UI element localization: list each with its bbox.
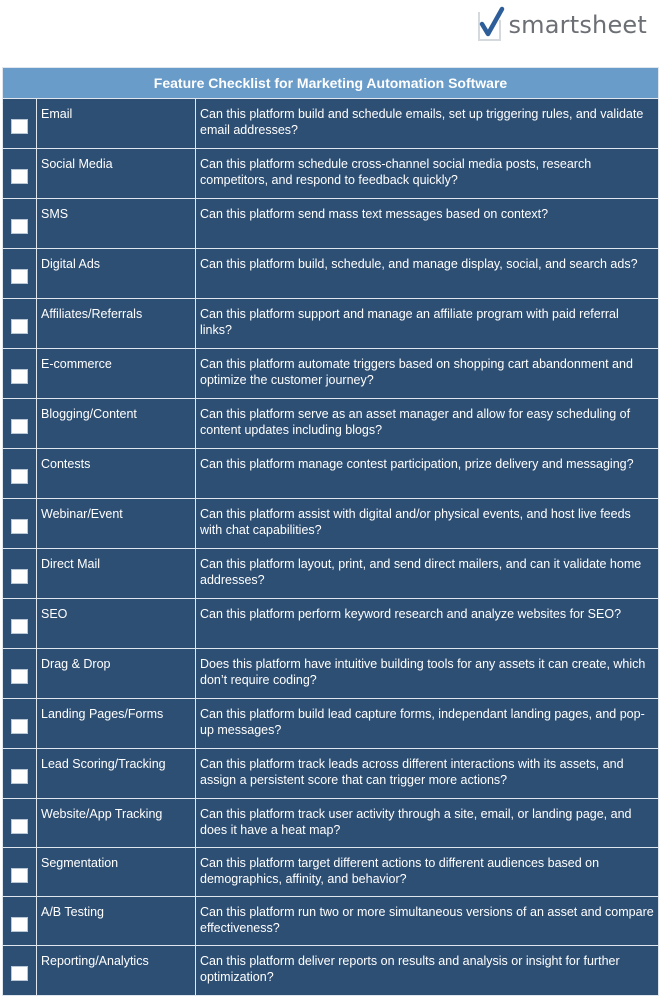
feature-name: SEO: [37, 599, 196, 649]
checklist-row: [3, 599, 659, 649]
checkbox-cell: [3, 749, 37, 799]
checkbox[interactable]: [11, 419, 28, 434]
feature-question: Can this platform build lead capture forms, independant landing pages, and pop-up messages?: [196, 699, 659, 749]
checklist-row: [3, 99, 659, 149]
checkbox-cell: [3, 848, 37, 897]
feature-name: Direct Mail: [37, 549, 196, 599]
checkbox[interactable]: [11, 569, 28, 584]
feature-question: Can this platform support and manage an affiliate program with paid referral links?: [196, 299, 659, 349]
feature-name: Segmentation: [37, 848, 196, 897]
checklist-row: [3, 848, 659, 897]
feature-question: Can this platform serve as an asset manager and allow for easy scheduling of content updates including blogs?: [196, 399, 659, 449]
checkbox[interactable]: [11, 369, 28, 384]
checkbox[interactable]: [11, 868, 28, 883]
feature-name: A/B Testing: [37, 897, 196, 946]
checkbox[interactable]: [11, 819, 28, 834]
checklist-title: Feature Checklist for Marketing Automation Software: [3, 68, 659, 99]
logo-text: smartsheet: [508, 11, 647, 39]
feature-question: Can this platform track leads across different interactions with its assets, and assign a persistent score that can trigger more actions?: [196, 749, 659, 799]
checkbox[interactable]: [11, 669, 28, 684]
checkbox[interactable]: [11, 319, 28, 334]
checkbox[interactable]: [11, 769, 28, 784]
checklist-row: [3, 449, 659, 499]
feature-name: Contests: [37, 449, 196, 499]
feature-question: Can this platform target different actions to different audiences based on demographics, affinity, and behavior?: [196, 848, 659, 897]
feature-name: E-commerce: [37, 349, 196, 399]
feature-name: Blogging/Content: [37, 399, 196, 449]
checklist-row: [3, 649, 659, 699]
checkbox-cell: [3, 549, 37, 599]
feature-name: SMS: [37, 199, 196, 249]
checklist-row: [3, 897, 659, 946]
checklist-row: [3, 499, 659, 549]
feature-name: Landing Pages/Forms: [37, 699, 196, 749]
feature-question: Can this platform track user activity through a site, email, or landing page, and does it have a heat map?: [196, 799, 659, 848]
feature-question: Can this platform build, schedule, and manage display, social, and search ads?: [196, 249, 659, 299]
feature-question: Can this platform manage contest participation, prize delivery and messaging?: [196, 449, 659, 499]
feature-question: Can this platform perform keyword research and analyze websites for SEO?: [196, 599, 659, 649]
checklist-row: [3, 399, 659, 449]
checkbox[interactable]: [11, 469, 28, 484]
checklist-row: [3, 199, 659, 249]
feature-name: Reporting/Analytics: [37, 946, 196, 996]
checkbox-cell: [3, 499, 37, 549]
feature-question: Can this platform run two or more simultaneous versions of an asset and compare effectiveness?: [196, 897, 659, 946]
checkbox-cell: [3, 946, 37, 996]
feature-question: Can this platform assist with digital and/or physical events, and host live feeds with chat capabilities?: [196, 499, 659, 549]
smartsheet-logo: [476, 6, 647, 44]
feature-question: Does this platform have intuitive building tools for any assets it can create, which don’t require coding?: [196, 649, 659, 699]
checkbox[interactable]: [11, 619, 28, 634]
feature-question: Can this platform send mass text messages based on context?: [196, 199, 659, 249]
checklist-row: [3, 299, 659, 349]
checkbox-cell: [3, 799, 37, 848]
checkbox-cell: [3, 199, 37, 249]
checklist-row: [3, 549, 659, 599]
checkbox-cell: [3, 249, 37, 299]
checkbox[interactable]: [11, 119, 28, 134]
feature-name: Drag & Drop: [37, 649, 196, 699]
check-icon: [476, 6, 512, 44]
checkbox-cell: [3, 399, 37, 449]
checklist-rows: [3, 99, 659, 996]
feature-question: Can this platform build and schedule emails, set up triggering rules, and validate email addresses?: [196, 99, 659, 149]
checkbox[interactable]: [11, 219, 28, 234]
checkbox[interactable]: [11, 917, 28, 932]
checklist-row: [3, 749, 659, 799]
checkbox-cell: [3, 449, 37, 499]
checkbox[interactable]: [11, 966, 28, 981]
checkbox[interactable]: [11, 169, 28, 184]
feature-name: Lead Scoring/Tracking: [37, 749, 196, 799]
feature-question: Can this platform automate triggers based on shopping cart abandonment and optimize the customer journey?: [196, 349, 659, 399]
checkbox-cell: [3, 649, 37, 699]
checklist-row: [3, 699, 659, 749]
checkbox[interactable]: [11, 519, 28, 534]
checkbox-cell: [3, 299, 37, 349]
checkbox[interactable]: [11, 719, 28, 734]
feature-name: Email: [37, 99, 196, 149]
checkbox-cell: [3, 699, 37, 749]
feature-checklist-table: [2, 67, 659, 996]
feature-name: Affiliates/Referrals: [37, 299, 196, 349]
checklist-row: [3, 249, 659, 299]
feature-name: Social Media: [37, 149, 196, 199]
checkbox[interactable]: [11, 269, 28, 284]
feature-name: Digital Ads: [37, 249, 196, 299]
feature-name: Webinar/Event: [37, 499, 196, 549]
feature-question: Can this platform deliver reports on results and analysis or insight for further optimization?: [196, 946, 659, 996]
checklist-row: [3, 349, 659, 399]
checkbox-cell: [3, 349, 37, 399]
feature-question: Can this platform layout, print, and send direct mailers, and can it validate home addresses?: [196, 549, 659, 599]
checklist-row: [3, 149, 659, 199]
feature-question: Can this platform schedule cross-channel social media posts, research competitors, and respond to feedback quickly?: [196, 149, 659, 199]
checkbox-cell: [3, 897, 37, 946]
checkbox-cell: [3, 599, 37, 649]
feature-name: Website/App Tracking: [37, 799, 196, 848]
checklist-row: [3, 799, 659, 848]
checklist-row: [3, 946, 659, 996]
checkbox-cell: [3, 149, 37, 199]
checkbox-cell: [3, 99, 37, 149]
